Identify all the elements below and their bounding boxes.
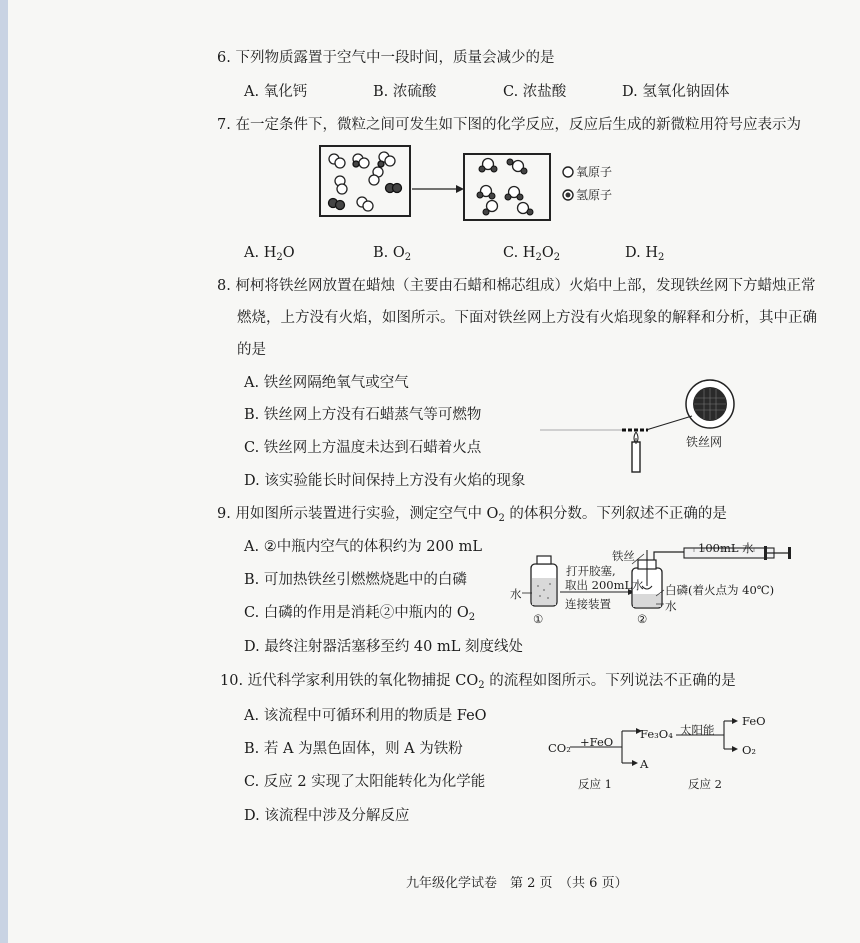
q9-fig-syringe-label: 100mL 水 [698,541,754,555]
q6-option-a: A. 氧化钙 [244,84,308,100]
q9-option-d: D. 最终注射器活塞移至约 40 mL 刻度线处 [244,639,523,655]
q10-fig-a: A [640,757,649,771]
q9-fig-water-right: 水 [665,599,677,613]
q9-stem: 9. 用如图所示装置进行实验，测定空气中 $O_2$ 的体积分数。下列叙述不正确的是 [217,506,727,524]
q9-fig-wire-label: 铁丝 [612,549,635,563]
q7-legend-oxygen: 氧原子 [576,165,613,179]
q9-fig-step2: 取出 200mL水 [565,578,644,592]
q7-option-a: A. $H_2O$ [244,245,295,263]
page-footer: 九年级化学试卷 第 2 页 （共 6 页） [406,876,628,891]
q8-stem-line3: 的是 [237,342,266,358]
q8-option-c: C. 铁丝网上方温度未达到石蜡着火点 [244,440,482,456]
q9-fig-step1: 打开胶塞, [566,564,616,578]
q10-option-b: B. 若 A 为黑色固体，则 A 为铁粉 [244,741,463,757]
q7-option-d: D. $H_2$ [625,245,665,263]
q7-stem: 7. 在一定条件下，微粒之间可发生如下图的化学反应，反应后生成的新微粒用符号应表示为 [217,117,801,133]
q6-option-c: C. 浓盐酸 [503,84,567,100]
q8-stem-line1: 8. 柯柯将铁丝网放置在蜡烛（主要由石蜡和棉芯组成）火焰中上部，发现铁丝网下方蜡烛正常 [217,278,816,294]
q10-fig-fe3o4: Fe₃O₄ [640,727,673,741]
q10-fig-plus-feo: +FeO [580,735,614,749]
q8-option-b: B. 铁丝网上方没有石蜡蒸气等可燃物 [244,407,482,423]
q9-fig-step3: 连接装置 [565,597,611,611]
q8-option-d: D. 该实验能长时间保持上方没有火焰的现象 [244,473,526,489]
q9-fig-phosphorus: 白磷(着火点为 40℃) [665,583,775,597]
q10-fig-reaction1: 反应 1 [578,777,612,791]
q9-option-a: A. ②中瓶内空气的体积约为 200 mL [244,539,482,555]
q8-option-a: A. 铁丝网隔绝氧气或空气 [244,375,409,391]
q10-option-c: C. 反应 2 实现了太阳能转化为化学能 [244,774,486,790]
q10-option-d: D. 该流程中涉及分解反应 [244,808,410,824]
q10-fig-o2: O₂ [742,743,757,757]
q7-option-b: B. $O_2$ [373,245,412,263]
q10-fig-co2: CO₂ [548,741,571,755]
q6-option-d: D. 氢氧化钠固体 [622,84,730,100]
q8-candle-figure [540,378,760,482]
q8-stem-line2: 燃烧，上方没有火焰，如图所示。下面对铁丝网上方没有火焰现象的解释和分析，其中正确 [237,310,817,326]
q10-fig-reaction2: 反应 2 [688,777,722,791]
q10-fig-solar: 太阳能 [680,723,715,737]
q6-stem: 6. 下列物质露置于空气中一段时间，质量会减少的是 [217,50,555,66]
q7-legend-hydrogen: 氢原子 [576,188,613,202]
q7-option-c: C. $H_2O_2$ [503,245,561,263]
q9-fig-bottle2: ② [637,612,648,626]
q6-option-b: B. 浓硫酸 [373,84,437,100]
q9-fig-water-left: 水 [510,587,522,601]
q10-option-a: A. 该流程中可循环利用的物质是 FeO [244,708,487,724]
q8-figure-label: 铁丝网 [686,435,723,449]
q9-option-c: C. 白磷的作用是消耗②中瓶内的 $O_2$ [244,605,476,623]
q7-particle-figure [318,144,618,228]
q9-option-b: B. 可加热铁丝引燃燃烧匙中的白磷 [244,572,467,588]
q9-fig-bottle1: ① [533,612,544,626]
q10-fig-feo: FeO [742,714,766,728]
q10-stem: 10. 近代科学家利用铁的氧化物捕捉 $CO_2$ 的流程如图所示。下列说法不正确的是 [220,673,736,691]
